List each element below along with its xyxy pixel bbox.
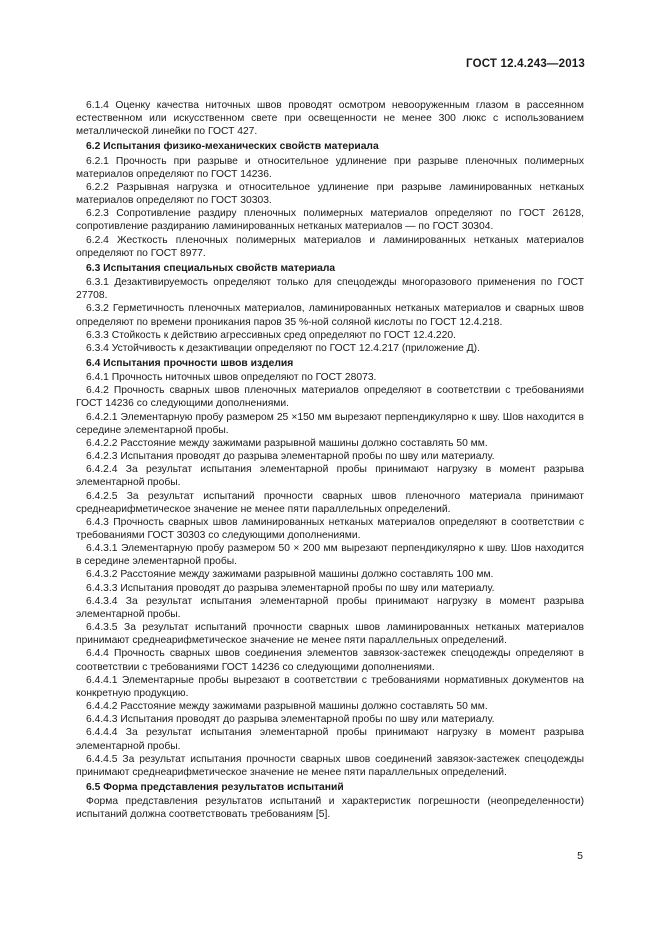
paragraph: 6.4.3.3 Испытания проводят до разрыва элементарной пробы по шву или материалу.	[86, 582, 495, 594]
paragraph: 6.4.4.3 Испытания проводят до разрыва элементарной пробы по шву или материалу.	[86, 714, 495, 726]
paragraph: 6.4.2.5 За результат испытаний прочности сварных швов пленочного материала принимают среднеарифметическое значение не менее пяти параллельных определений.	[76, 490, 584, 515]
paragraph: 6.1.4 Оценку качества ниточных швов проводят осмотром невооруженным глазом в рассеянном естественном или искусственном свете при освещенности не менее 300 люкс с использованием металлической линейки по ГОСТ 427.	[76, 100, 584, 138]
paragraph: 6.4.2.4 За результат испытания элементарной пробы принимают нагрузку в момент разрыва элементарной пробы.	[76, 464, 584, 489]
paragraph: 6.4.2.3 Испытания проводят до разрыва элементарной пробы по шву или материалу.	[86, 451, 495, 463]
paragraph: 6.3.2 Герметичность пленочных материалов, ламинированных нетканых материалов и сварных швов определяют по времени проникания паров 35 %-ной соляной кислоты по ГОСТ 12.4.218.	[76, 303, 584, 328]
paragraph: 6.4.4.2 Расстояние между зажимами разрывной машины должно составлять 50 мм.	[86, 701, 488, 713]
paragraph: 6.2.2 Разрывная нагрузка и относительное удлинение при разрыве ламинированных нетканых материалов определяют по ГОСТ 30303.	[76, 181, 584, 207]
paragraph: 6.4.2.2 Расстояние между зажимами разрывной машины должно составлять 50 мм.	[86, 437, 488, 449]
paragraph: 6.4.4.1 Элементарные пробы вырезают в соответствии с требованиями нормативных документов на конкретную продукцию.	[76, 674, 584, 699]
page-number: 5	[577, 850, 583, 862]
paragraph: 6.4.3.5 За результат испытаний прочности сварных швов ламинированных нетканых материалов принимают среднеарифметическое значение не менее пяти параллельных определений.	[76, 622, 584, 647]
paragraph: 6.2.1 Прочность при разрыве и относительное удлинение при разрыве пленочных полимерных материалов определяют по ГОСТ 14236.	[76, 155, 584, 180]
paragraph: 6.4.1 Прочность ниточных швов определяют по ГОСТ 28073.	[86, 372, 377, 384]
paragraph: Форма представления результатов испытаний и характеристик погрешности (неопределенности) испытаний должна соответствовать требованиям [5].	[76, 796, 584, 821]
section-heading: 6.2 Испытания физико-механических свойств материала	[86, 141, 379, 153]
document-id-header: ГОСТ 12.4.243—2013	[466, 58, 585, 70]
paragraph: 6.4.2 Прочность сварных швов пленочных материалов определяют в соответствии с требованиями ГОСТ 14236 со следующими дополнениями.	[76, 385, 584, 410]
paragraph: 6.4.2.1 Элементарную пробу размером 25 ×150 мм вырезают перпендикулярно к шву. Шов находится в середине элементарной пробы.	[76, 411, 584, 436]
paragraph: 6.4.3 Прочность сварных швов ламинированных нетканых материалов определяют в соответствии с требованиями ГОСТ 30303 со следующими дополнениями.	[76, 516, 584, 541]
paragraph: 6.4.4.4 За результат испытания элементарной пробы принимают нагрузку в момент разрыва элементарной пробы.	[76, 727, 584, 752]
section-heading: 6.4 Испытания прочности швов изделия	[86, 357, 294, 369]
paragraph: 6.4.4 Прочность сварных швов соединения элементов завязок-застежек спецодежды определяют в соответствии с требованиями ГОСТ 14236 со следующими дополнениями.	[76, 648, 584, 673]
document-body	[76, 99, 584, 821]
section-heading: 6.3 Испытания специальных свойств материала	[86, 262, 336, 274]
paragraph: 6.3.3 Стойкость к действию агрессивных сред определяют по ГОСТ 12.4.220.	[86, 329, 456, 341]
paragraph: 6.2.4 Жесткость пленочных полимерных материалов и ламинированных нетканых материалов определяют по ГОСТ 8977.	[76, 234, 584, 259]
paragraph: 6.3.4 Устойчивость к дезактивации определяют по ГОСТ 12.4.217 (приложение Д).	[86, 342, 480, 354]
paragraph: 6.4.3.2 Расстояние между зажимами разрывной машины должно составлять 100 мм.	[86, 569, 494, 581]
paragraph: 6.4.3.1 Элементарную пробу размером 50 × 200 мм вырезают перпендикулярно к шву. Шов находится в середине элементарной пробы.	[76, 543, 584, 568]
paragraph: 6.3.1 Дезактивируемость определяют только для спецодежды многоразового применения по ГОСТ 27708.	[76, 277, 584, 302]
paragraph: 6.4.3.4 За результат испытания элементарной пробы принимают нагрузку в момент разрыва элементарной пробы.	[76, 595, 584, 620]
paragraph: 6.4.4.5 За результат испытания прочности сварных швов соединений завязок-застежек спецодежды принимают среднеарифметическое значение не менее пяти параллельных определений.	[76, 753, 584, 778]
paragraph: 6.2.3 Сопротивление раздиру пленочных полимерных материалов определяют по ГОСТ 26128, сопротивление раздиранию ламинированных нетканых материалов — по ГОСТ 30304.	[76, 208, 584, 233]
section-heading: 6.5 Форма представления результатов испытаний	[86, 781, 344, 793]
